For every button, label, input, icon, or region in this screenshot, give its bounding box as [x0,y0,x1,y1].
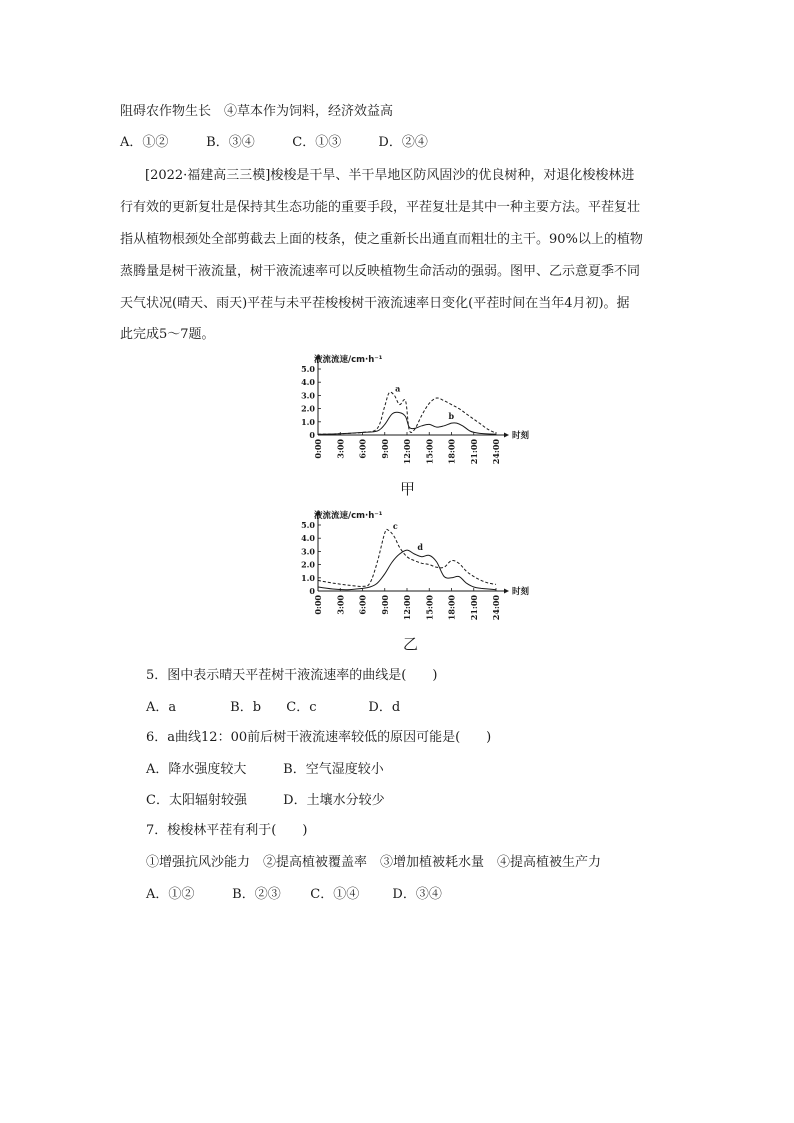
curve-label-a: a [395,383,401,394]
passage-line: 蒸腾量是树干液流量，树干液流速率可以反映植物生命活动的强弱。图甲、乙示意夏季不同 [120,264,641,279]
x-tick-label: 24:00 [491,439,501,465]
passage-line: 指从植物根颈处全部剪截去上面的枝条，使之重新长出通直而粗壮的主干。90%以上的植物 [120,232,643,247]
x-tick-label: 9:00 [379,439,390,459]
question-stem: 6．a曲线12：00前后树干液流速率较低的原因可能是( ) [146,730,492,745]
y-tick-label: 2.0 [301,559,315,570]
y-tick-label: 3.0 [301,390,315,401]
y-axis-label: 液流流速/cm·h⁻¹ [314,511,383,521]
x-axis-label: 时刻 [512,431,530,441]
option: A．降水强度较大 [146,762,247,777]
option: D．土壤水分较少 [283,793,385,808]
y-tick-label: 1.0 [301,572,315,583]
option: B．b [230,700,262,715]
x-tick-label: 24:00 [491,595,501,621]
x-tick-label: 15:00 [424,595,435,621]
x-tick-label: 9:00 [379,595,390,615]
x-tick-label: 12:00 [402,595,412,621]
x-tick-label: 15:00 [424,439,435,465]
question-options [146,886,442,904]
option: B．②③ [232,887,281,902]
question-options [146,761,384,779]
option: D．③④ [392,887,442,902]
y-tick-label: 3.0 [301,546,315,557]
x-tick-label: 6:00 [357,439,368,459]
y-axis-label: 液流流速/cm·h⁻¹ [314,355,383,365]
x-tick-label: 6:00 [357,595,368,615]
question-stem: 7．梭梭林平茬有利于( ) [146,823,308,838]
y-tick-label: 4.0 [301,377,315,388]
passage-line: 此完成5～7题。 [120,327,215,342]
option: A．a [146,700,177,715]
top-line: 阻碍农作物生长 ④草本作为饲料，经济效益高 [120,104,394,119]
option: B．③④ [206,135,255,150]
option: D．d [368,700,401,715]
chart-jia-caption: 甲 [400,480,416,498]
x-tick-label: 12:00 [402,439,412,465]
option: C．太阳辐射较强 [146,793,247,808]
x-axis-arrow [504,589,509,594]
curve-label-b: b [448,411,455,422]
x-axis-arrow [504,433,509,438]
option: C．c [286,700,317,715]
option: A．①② [120,135,169,150]
x-axis-label: 时刻 [512,587,530,597]
question-stem: 5．图中表示晴天平茬树干液流速率的曲线是( ) [146,668,438,683]
question-statement: ①增强抗风沙能力 ②提高植被覆盖率 ③增加植被耗水量 ④提高植被生产力 [146,855,602,870]
option: B．空气湿度较小 [283,762,384,777]
x-tick-label: 3:00 [335,439,346,459]
series-line-c [318,529,496,586]
y-tick-label: 0 [309,586,315,596]
series-line-d [318,550,496,590]
x-tick-label: 18:00 [446,439,457,465]
x-tick-label: 0:00 [313,439,323,459]
question-options [146,699,400,717]
chart-yi-svg [296,506,536,621]
option: C．①③ [292,135,342,150]
y-tick-label: 4.0 [301,533,315,544]
x-tick-label: 21:00 [468,439,479,465]
option: D．②④ [378,135,428,150]
y-tick-label: 5.0 [301,520,315,530]
series-line-a [318,392,496,434]
chart-yi [296,506,536,625]
chart-jia-svg [296,350,536,465]
x-tick-label: 21:00 [468,595,479,621]
passage-line: 天气状况(晴天、雨天)平茬与未平茬梭梭树干液流速率日变化(平茬时间在当年4月初)。据 [120,296,630,311]
curve-label-c: c [392,520,398,531]
chart-jia [296,350,536,469]
passage-line: [2022·福建高三三模]梭梭是干旱、半干旱地区防风固沙的优良树种，对退化梭梭林进 [145,168,635,183]
y-tick-label: 2.0 [301,403,315,414]
option: C．①④ [310,887,360,902]
x-tick-label: 18:00 [446,595,457,621]
chart-yi-caption: 乙 [403,635,419,653]
question-options [146,792,385,810]
y-tick-label: 0 [309,430,315,440]
x-tick-label: 3:00 [335,595,346,615]
curve-label-d: d [417,542,423,553]
option: A．①② [146,887,195,902]
top-options [120,134,428,152]
passage-line: 行有效的更新复壮是保持其生态功能的重要手段，平茬复壮是其中一种主要方法。平茬复壮 [120,200,641,215]
x-tick-label: 0:00 [313,595,323,615]
y-tick-label: 1.0 [301,416,315,427]
y-tick-label: 5.0 [301,364,315,374]
